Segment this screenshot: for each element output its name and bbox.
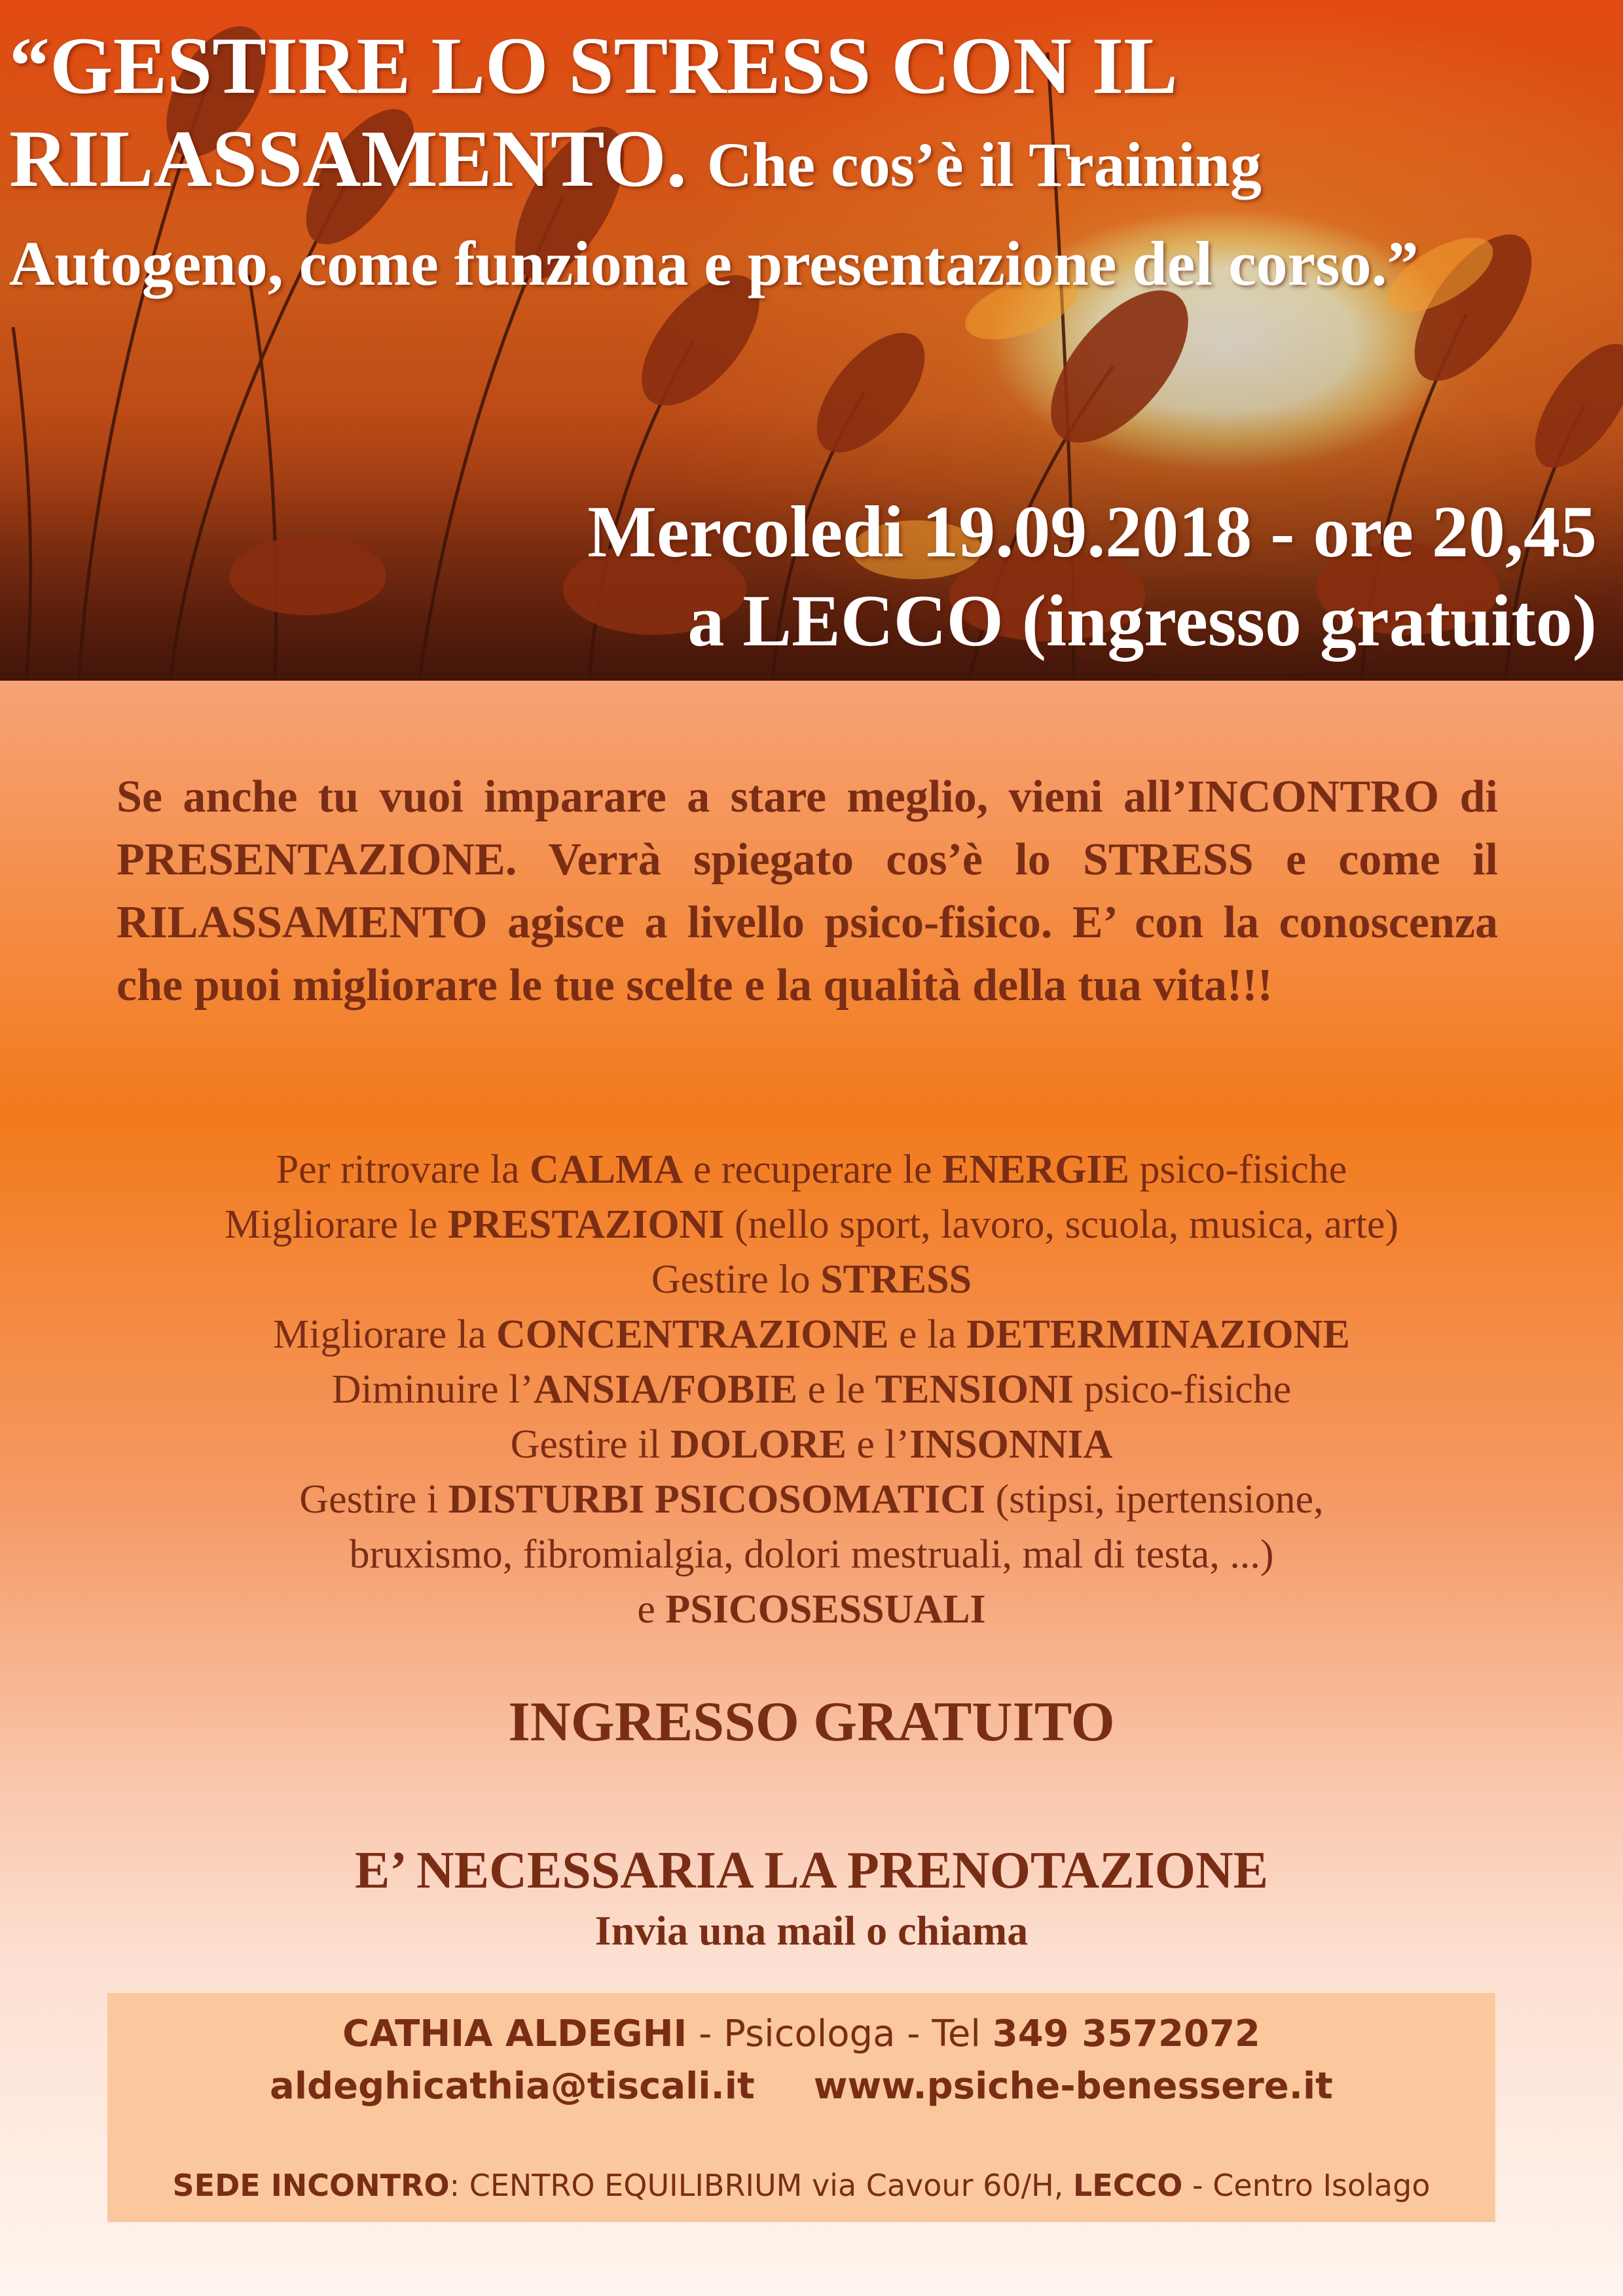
benefit-keyword: ENERGIE: [942, 1147, 1129, 1192]
benefit-text: Gestire il: [510, 1422, 671, 1467]
benefit-text: Gestire lo: [651, 1257, 821, 1302]
event-place-line: a LECCO (ingresso gratuito): [687, 581, 1597, 662]
benefit-text: e recuperare le: [683, 1147, 943, 1192]
event-title: [9, 20, 1476, 310]
benefit-line: [0, 1142, 1623, 1197]
benefit-line: [0, 1582, 1623, 1637]
benefit-keyword: DOLORE: [670, 1422, 847, 1467]
event-title-main: “GESTIRE LO STRESS CON IL RILASSAMENTO.: [9, 21, 1174, 204]
benefit-line: [0, 1472, 1623, 1527]
benefit-text: psico-fisiche: [1074, 1367, 1292, 1412]
benefit-text: Diminuire l’: [331, 1367, 534, 1412]
benefit-line: [0, 1362, 1623, 1417]
benefit-text: e l’: [846, 1422, 910, 1467]
contact-name-row: [107, 2011, 1495, 2057]
contact-phone[interactable]: 349 3572072: [992, 2013, 1260, 2055]
event-title-rest: Che cos’è il Training Autogeno, come funziona e presentazione del corso.”: [9, 130, 1419, 298]
free-entry-heading: INGRESSO GRATUITO: [508, 1690, 1115, 1753]
benefit-keyword: INSONNIA: [909, 1422, 1113, 1467]
event-date-line: Mercoledi 19.09.2018 - ore 20,45: [587, 492, 1597, 573]
benefit-keyword: STRESS: [820, 1257, 972, 1302]
benefit-text: Per ritrovare la: [276, 1147, 530, 1192]
contact-role: - Psicologa - Tel: [687, 2013, 993, 2055]
benefit-text: Gestire i: [299, 1477, 448, 1522]
benefit-text: e: [637, 1587, 666, 1632]
benefit-line: [0, 1252, 1623, 1307]
benefit-keyword: DISTURBI PSICOSOMATICI: [448, 1477, 986, 1522]
benefit-line: [0, 1527, 1623, 1582]
benefit-keyword: DETERMINAZIONE: [966, 1312, 1350, 1357]
event-datetime: [587, 488, 1597, 666]
benefit-keyword: ANSIA/FOBIE: [533, 1367, 798, 1412]
venue-area: - Centro Isolago: [1182, 2168, 1431, 2203]
booking-section: [0, 1839, 1623, 1957]
benefit-line: [0, 1417, 1623, 1472]
venue-city: LECCO: [1073, 2168, 1183, 2203]
contact-links-row: [107, 2064, 1495, 2109]
benefits-list: [0, 1142, 1623, 1637]
intro-paragraph: Se anche tu vuoi imparare a stare meglio, vieni all’INCONTRO di PRESENTAZIONE. Verrà spiegato cos’è lo STRESS e come il RILASSAMENTO agisce a livello psico-fisico. E’ con la conoscenza che puoi migliorare le tue scelte e la qualità della tua vita!!!: [117, 772, 1498, 1011]
benefit-line: [0, 1197, 1623, 1252]
booking-subtitle: Invia una mail o chiama: [594, 1907, 1029, 1954]
contact-email-link[interactable]: aldeghicathia@tiscali.it: [270, 2065, 755, 2108]
benefit-keyword: PSICOSESSUALI: [665, 1587, 986, 1632]
contact-name: CATHIA ALDEGHI: [342, 2013, 687, 2055]
benefit-text: Migliorare la: [273, 1312, 497, 1357]
benefit-text: psico-fisiche: [1129, 1147, 1347, 1192]
benefit-keyword: CALMA: [530, 1147, 684, 1192]
venue-address: : CENTRO EQUILIBRIUM via Cavour 60/H,: [449, 2168, 1073, 2203]
contact-box: [107, 1993, 1495, 2222]
benefit-keyword: PRESTAZIONI: [447, 1202, 725, 1247]
benefit-text: bruxismo, fibromialgia, dolori mestruali, mal di testa, ...): [349, 1532, 1274, 1577]
benefit-keyword: TENSIONI: [875, 1367, 1074, 1412]
benefit-text: (stipsi, ipertensione,: [985, 1477, 1324, 1522]
hero-banner: [0, 0, 1623, 681]
venue-label: SEDE INCONTRO: [172, 2168, 450, 2203]
contact-website-link[interactable]: www.psiche-benessere.it: [813, 2065, 1333, 2108]
benefit-text: e le: [797, 1367, 875, 1412]
venue-row: [107, 2166, 1495, 2205]
benefit-keyword: CONCENTRAZIONE: [496, 1312, 889, 1357]
benefit-text: Migliorare le: [224, 1202, 448, 1247]
benefit-text: (nello sport, lavoro, scuola, musica, arte): [724, 1202, 1399, 1247]
benefit-line: [0, 1307, 1623, 1362]
booking-heading: E’ NECESSARIA LA PRENOTAZIONE: [354, 1842, 1269, 1899]
benefit-text: e la: [888, 1312, 967, 1357]
